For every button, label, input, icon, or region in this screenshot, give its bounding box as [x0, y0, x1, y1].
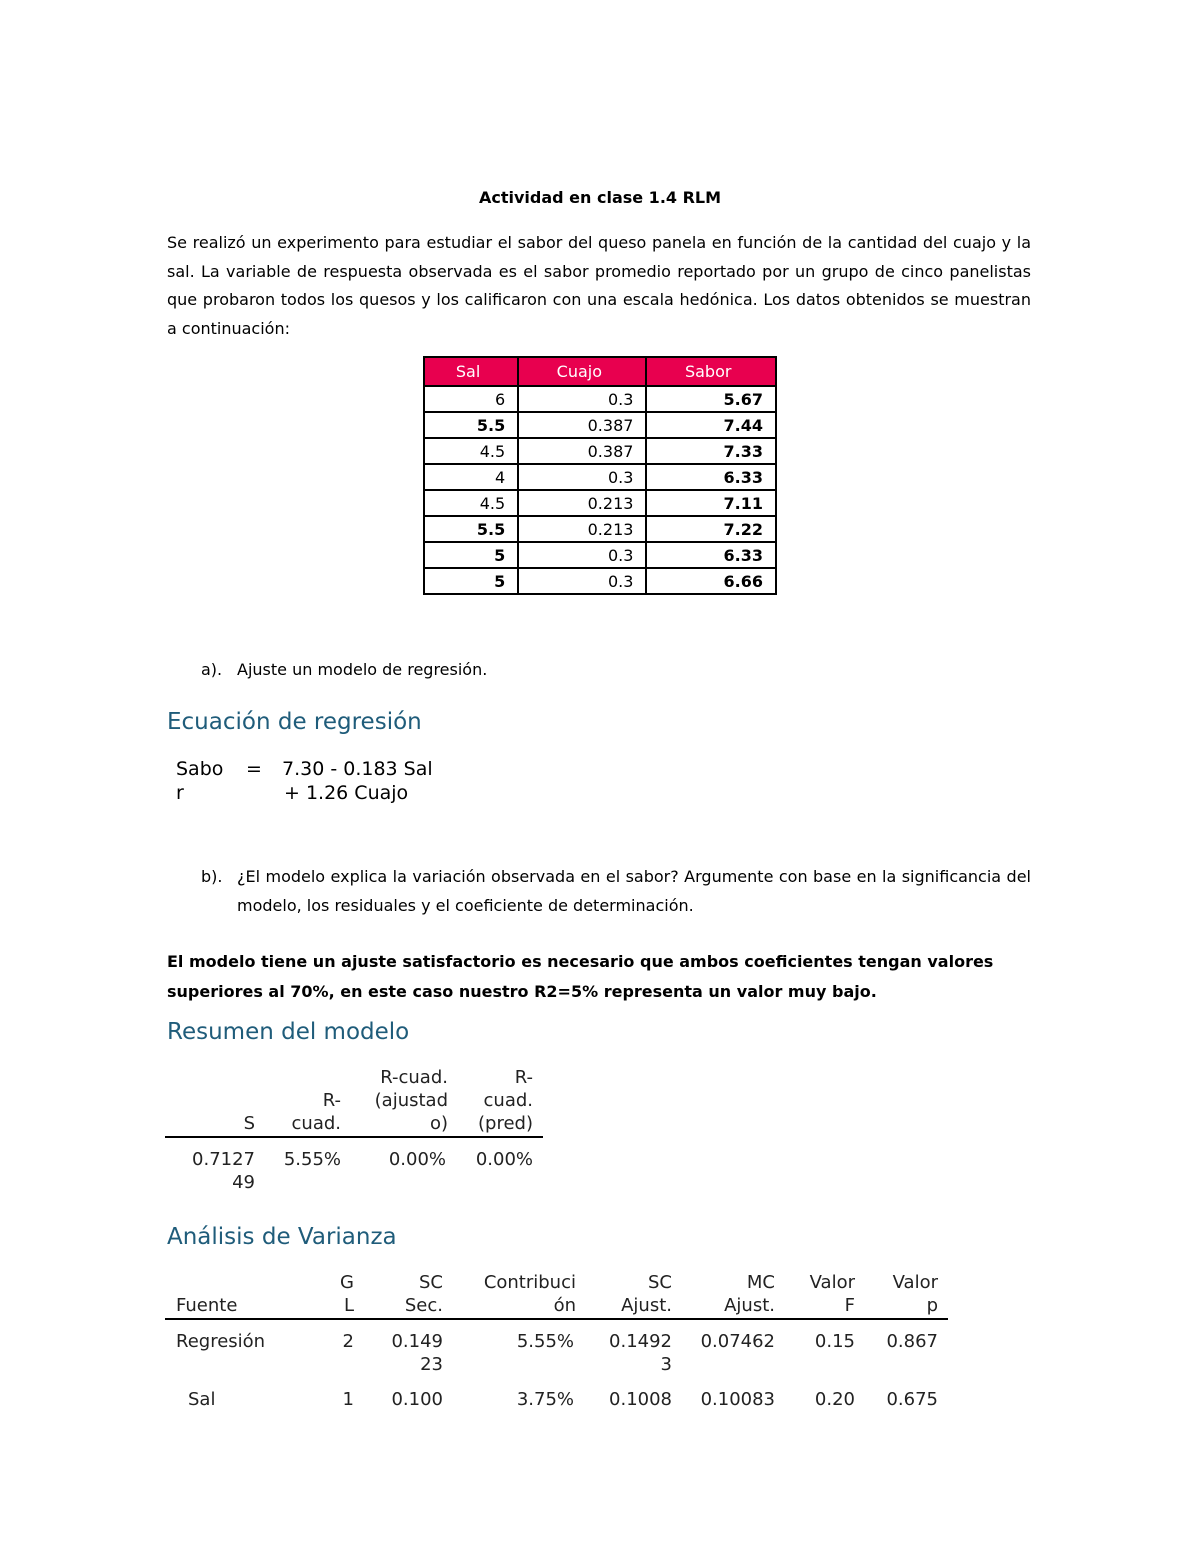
anova-row-regresion-sc-sec: 0.149 23 [391, 1331, 443, 1375]
anova-row-regresion-sc-ajust: 0.1492 3 [609, 1331, 672, 1375]
anova-header-sc-sec: SC Sec. [404, 1272, 443, 1316]
summary-heading: Resumen del modelo [167, 1019, 410, 1045]
table-row [424, 386, 776, 412]
cell-sal: 5.5 [424, 412, 518, 438]
anova-row-sal-contribucion: 3.75% [516, 1389, 574, 1410]
table-row [424, 438, 776, 464]
summary-header-s: S [243, 1113, 255, 1134]
question-a [201, 656, 487, 685]
summary-header-r: R- cuad. [291, 1090, 341, 1134]
summary-value-r-pred: 0.00% [475, 1149, 533, 1170]
cell-sabor: 6.33 [646, 542, 776, 568]
table-row [424, 490, 776, 516]
cell-cuajo: 0.387 [518, 438, 646, 464]
equation-rhs: 7.30 - 0.183 Sal + 1.26 Cuajo [282, 758, 433, 804]
equation-heading: Ecuación de regresión [167, 709, 422, 735]
cell-sal: 4.5 [424, 490, 518, 516]
equation-sign: = [246, 758, 262, 780]
cell-sal: 4 [424, 464, 518, 490]
summary-value-r-adj: 0.00% [388, 1149, 446, 1170]
anova-header-gl: G L [340, 1272, 354, 1316]
anova-header-mc-ajust: MC Ajust. [724, 1272, 775, 1316]
question-b-text: ¿El modelo explica la variación observada en el sabor? Argumente con base en la significancia del modelo, los residuales y el coeficiente de determinación. [237, 867, 1031, 915]
equation-lhs: Sabo r [176, 758, 224, 804]
anova-row-regresion-contribucion: 5.55% [516, 1331, 574, 1352]
anova-header-contribucion: Contribuci ón [483, 1272, 576, 1316]
cell-sabor: 7.33 [646, 438, 776, 464]
cell-sal: 4.5 [424, 438, 518, 464]
table-row [424, 542, 776, 568]
summary-value-s: 0.7127 49 [192, 1149, 255, 1193]
summary-header-rule [165, 1136, 543, 1138]
anova-row-sal-valor-p: 0.675 [886, 1389, 938, 1410]
conclusion-paragraph: El modelo tiene un ajuste satisfactorio es necesario que ambos coeficientes tengan valores superiores al 70%, en este caso nuestro R2=5% representa un valor muy bajo. [167, 952, 994, 1001]
anova-row-sal-sc-sec: 0.100 [391, 1389, 443, 1410]
intro-paragraph: Se realizó un experimento para estudiar el sabor del queso panela en función de la cantidad del cuajo y la sal. La variable de respuesta observada es el sabor promedio reportado por un grupo de cinco panelistas que probaron todos los quesos y los calificaron con una escala hedónica. Los datos obtenidos se muestran a continuación: [167, 233, 1031, 338]
cell-cuajo: 0.213 [518, 490, 646, 516]
summary-value-r: 5.55% [283, 1149, 341, 1170]
anova-row-regresion-gl: 2 [342, 1331, 354, 1352]
cell-sal: 5.5 [424, 516, 518, 542]
anova-header-rule [165, 1318, 948, 1320]
anova-header-valor-f: Valor F [809, 1272, 855, 1316]
header-cuajo: Cuajo [518, 357, 646, 386]
cell-cuajo: 0.3 [518, 464, 646, 490]
summary-header-r-pred: R- cuad. (pred) [478, 1067, 533, 1134]
cell-cuajo: 0.387 [518, 412, 646, 438]
anova-row-sal-valor-f: 0.20 [814, 1389, 855, 1410]
anova-row-sal-fuente: Sal [188, 1389, 216, 1410]
cell-sabor: 7.44 [646, 412, 776, 438]
anova-header-fuente: Fuente [176, 1295, 238, 1316]
header-sal: Sal [424, 357, 518, 386]
question-a-text: Ajuste un modelo de regresión. [237, 660, 488, 679]
cell-sabor: 6.66 [646, 568, 776, 594]
table-row [424, 568, 776, 594]
cell-sabor: 7.22 [646, 516, 776, 542]
cell-cuajo: 0.3 [518, 568, 646, 594]
anova-row-regresion-valor-f: 0.15 [814, 1331, 855, 1352]
anova-row-regresion-mc-ajust: 0.07462 [700, 1331, 775, 1352]
anova-row-sal-sc-ajust: 0.1008 [609, 1389, 672, 1410]
data-table [423, 356, 777, 595]
anova-row-regresion-valor-p: 0.867 [886, 1331, 938, 1352]
header-sabor: Sabor [646, 357, 776, 386]
summary-header-r-adj: R-cuad. (ajustad o) [374, 1067, 448, 1134]
cell-sal: 5 [424, 542, 518, 568]
anova-heading: Análisis de Varianza [167, 1224, 397, 1250]
question-b [201, 863, 1031, 920]
cell-cuajo: 0.3 [518, 386, 646, 412]
anova-header-sc-ajust: SC Ajust. [621, 1272, 672, 1316]
cell-sal: 5 [424, 568, 518, 594]
cell-sabor: 7.11 [646, 490, 776, 516]
table-row [424, 464, 776, 490]
cell-cuajo: 0.3 [518, 542, 646, 568]
anova-row-regresion-fuente: Regresión [176, 1331, 266, 1352]
cell-sal: 6 [424, 386, 518, 412]
cell-sabor: 5.67 [646, 386, 776, 412]
anova-row-sal-mc-ajust: 0.10083 [700, 1389, 775, 1410]
cell-sabor: 6.33 [646, 464, 776, 490]
question-b-label: b). [201, 867, 223, 886]
question-a-label: a). [201, 660, 223, 679]
document-title: Actividad en clase 1.4 RLM [478, 188, 722, 207]
cell-cuajo: 0.213 [518, 516, 646, 542]
table-row [424, 516, 776, 542]
table-row [424, 412, 776, 438]
anova-row-sal-gl: 1 [342, 1389, 354, 1410]
data-table-header-row [424, 357, 776, 386]
anova-header-valor-p: Valor p [892, 1272, 938, 1316]
